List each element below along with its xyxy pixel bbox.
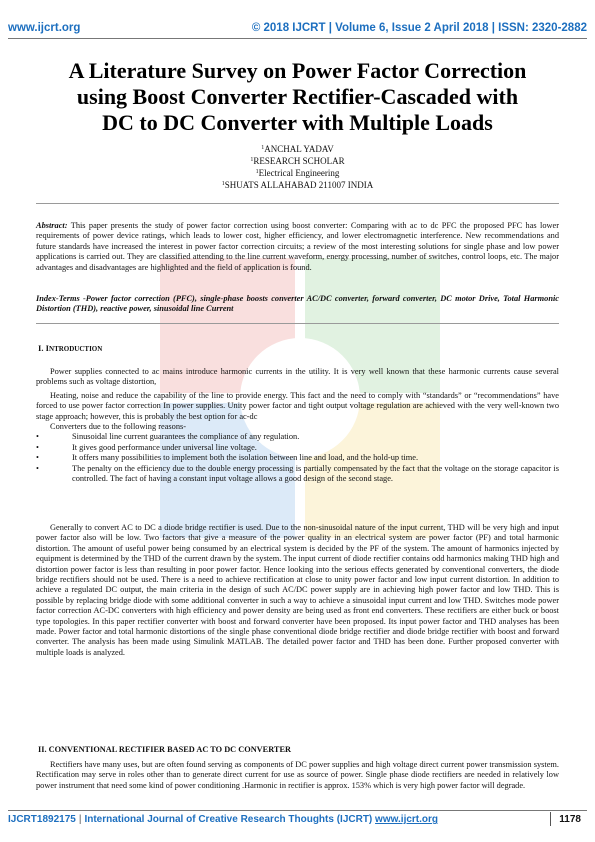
author-affiliation: $^1$SHUATS ALLAHABAD 211007 INDIA	[221, 180, 374, 190]
section-1-paragraph-2: Heating, noise and reduce the capability of the line to provide energy. This fact and the need to comply with “standards” or “recommendations” have forced to use power factor correction In power supplies. Unity power factor and tight output voltage regulation are achieved with the very well-known two stage approach; however, this is probably the best option for ac-dc	[36, 390, 559, 421]
index-terms-paragraph	[36, 294, 559, 315]
bullet-item: • It gives good performance under universal line voltage.	[36, 442, 257, 452]
page-footer: IJCRT1892175 | International Journal of Creative Research Thoughts (IJCRT) www.ijcrt.org	[8, 814, 439, 825]
index-terms-text: Power factor correction (PFC), single-phase boosts converter AC/DC converter, forward converter, DC motor Drive, Total Harmonic Distortion (THD), reactive power, sinusoidal line Current	[36, 294, 559, 314]
author-position: $^1$RESEARCH SCHOLAR	[250, 156, 345, 166]
section-1-paragraph-1: Power supplies connected to ac mains introduce harmonic currents in the utility. It is very well known that these harmonic currents cause several problems such as voltage distortion,	[36, 367, 559, 387]
title-line-1: A Literature Survey on Power Factor Correction	[68, 58, 527, 83]
section-2-heading: II. CONVENTIONAL RECTIFIER BASED AC TO DC CONVERTER	[38, 745, 291, 754]
footer-paper-id: IJCRT1892175	[8, 814, 76, 825]
footer-page-separator	[550, 812, 551, 826]
bullet-item: • The penalty on the efficiency due to the double energy processing is partially compensated by the fact that the voltage on the storage capacitor is controlled. The fact of having a constant input voltage allows a good design of the second stage.	[36, 463, 559, 484]
index-terms-bottom-rule	[36, 323, 559, 324]
footer-website-link[interactable]: www.ijcrt.org	[375, 814, 439, 825]
footer-divider	[8, 810, 587, 811]
page-header	[0, 0, 595, 44]
footer-journal-name: International Journal of Creative Research Thoughts (IJCRT)	[84, 814, 373, 825]
author-department: $^1$Electrical Engineering	[255, 168, 340, 178]
header-divider	[8, 38, 587, 39]
section-1-body	[36, 367, 559, 484]
paper-title	[20, 58, 575, 136]
abstract-text: This paper presents the study of power factor correction using boost converter: Comparing with ac to dc PFC the proposed PFC has lower requirements of power device ratings, which leads to lower cost, higher efficiency, and lower electromagnetic interference. New recommendations and future standards have increased the interest in power factor correction circuits; a review of the most interesting solutions for single phase and low power applications is carried out. They are classified attending to the line current waveform, energy processing, number of switches, control loops, etc. The major advantages and disadvantages are highlighted and the field of application is found.	[36, 221, 559, 272]
abstract-paragraph	[36, 221, 559, 273]
author-name: $^1$ANCHAL YADAV	[261, 144, 334, 154]
abstract-top-rule	[36, 203, 559, 204]
section-1-heading: I. INTRODUCTION	[38, 343, 103, 353]
section-1-paragraph-3: Converters due to the following reasons-	[50, 422, 187, 432]
header-website-link[interactable]: www.ijcrt.org	[8, 22, 81, 34]
bullet-item: • It offers many possibilities to implement both the isolation between line and load, and the hold-up time.	[36, 453, 419, 463]
section-1-paragraph-4: Generally to convert AC to DC a diode bridge rectifier is used. Due to the non-sinusoidal nature of the input current, THD will be very high and input power factor also will be low. Two factors that give a measure of the power quality in an electrical system are power factor (PF) and total harmonic distortion. The amount of useful power being consumed by an electrical system is decided by the PF of the system. The amount of harmonics injected by equipment is determined by the THD of the current drawn by the system. The input current of diode rectifier contains odd harmonics making THD high and distortion power factor is less than resulting in poor power factor. Hence looking into the serious effects generated by conventional converters, the diode bridge rectifiers should not be used. There is a need to achieve rectification at close to unity power factor and low input current distortion. In addition to achieve a regulated DC output, the main criteria in the design of such AC/DC power supply are in achieving high power factor and low THD. This is possible by replacing bridge diode with some additional converter in such a way to achieve a sinusoidal input current and low THD. Switches mode power factor correction AC-DC converters with high efficiency and power density are being used as front end converters. These rectifiers are either buck or boost type topologies. In this paper rectifier converter with boost and forward converter have been proposed. Its input power factor and THD analyses has been made. Power factor and total harmonic distortions of the single phase conventional diode bridge rectifier and diode bridge rectifier with boost and forward converter. The analysis has been made using Simulink MATLAB. The detailed power factor and THD has been done. Further proposed converter with multiple loads is analyzed.	[36, 523, 559, 657]
author-block	[100, 143, 495, 191]
header-journal-info: © 2018 IJCRT | Volume 6, Issue 2 April 2018 | ISSN: 2320-2882	[251, 22, 587, 34]
page-number: 1178	[559, 814, 581, 825]
section-2-paragraph-1: Rectifiers have many uses, but are often found serving as components of DC power supplies and high voltage direct current power transmission system. Rectification may serve in roles other than to generate direct current for use as source of power. Single phase diode rectifiers are needed in relatively low power instrument that need some kind of power conditioning .Harmonic in rectifier is approx. 153% which is very high power factor will degrade.	[36, 760, 559, 790]
title-line-3: DC to DC Converter with Multiple Loads	[102, 110, 493, 135]
abstract-label: Abstract:	[36, 221, 68, 230]
bullet-item: • Sinusoidal line current guarantees the compliance of any regulation.	[36, 432, 300, 442]
index-terms-label: Index-Terms -	[36, 294, 86, 303]
title-line-2: using Boost Converter Rectifier-Cascaded with	[76, 84, 519, 109]
